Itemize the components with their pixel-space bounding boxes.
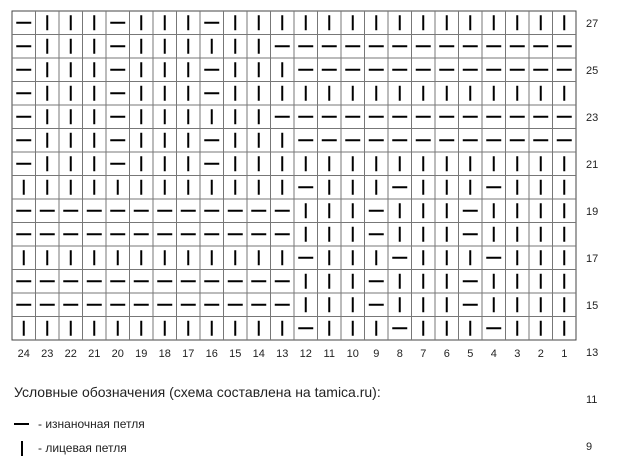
column-number: 18 [158, 348, 171, 360]
row-number: 17 [586, 252, 599, 265]
legend-item-purl [14, 416, 145, 432]
column-number: 5 [467, 348, 474, 360]
row-number: 19 [586, 205, 599, 218]
column-number: 12 [299, 348, 312, 360]
row-number: 9 [586, 440, 593, 453]
column-number: 4 [490, 348, 497, 360]
legend-item-knit [14, 440, 127, 456]
column-number: 10 [346, 348, 359, 360]
column-number: 16 [205, 348, 218, 360]
column-number: 15 [229, 348, 242, 360]
row-number: 21 [586, 158, 599, 171]
legend-label-purl: - изнаночная петля [38, 417, 145, 431]
row-number: 25 [586, 64, 599, 77]
column-number: 9 [373, 348, 380, 360]
column-number: 14 [252, 348, 265, 360]
column-number: 2 [537, 348, 544, 360]
row-number: 27 [586, 17, 599, 30]
row-number: 15 [586, 299, 599, 312]
purl-symbol-icon [14, 416, 30, 432]
column-number: 23 [41, 348, 54, 360]
knit-symbol-icon [14, 440, 30, 456]
column-number: 24 [17, 348, 30, 360]
column-number: 17 [182, 348, 195, 360]
column-number: 21 [88, 348, 101, 360]
column-number: 22 [64, 348, 77, 360]
column-number: 7 [420, 348, 427, 360]
legend-title: Условные обозначения (схема составлена на tamica.ru): [14, 384, 381, 400]
row-number: 23 [586, 111, 599, 124]
column-number: 11 [323, 348, 335, 360]
column-number: 13 [276, 348, 289, 360]
legend-label-knit: - лицевая петля [38, 441, 127, 455]
column-number: 8 [396, 348, 403, 360]
row-number: 13 [586, 346, 599, 359]
column-number: 3 [514, 348, 521, 360]
column-number: 6 [443, 348, 450, 360]
column-number: 1 [561, 348, 568, 360]
column-number: 19 [135, 348, 148, 360]
row-number: 11 [586, 393, 598, 406]
column-number: 20 [111, 348, 124, 360]
